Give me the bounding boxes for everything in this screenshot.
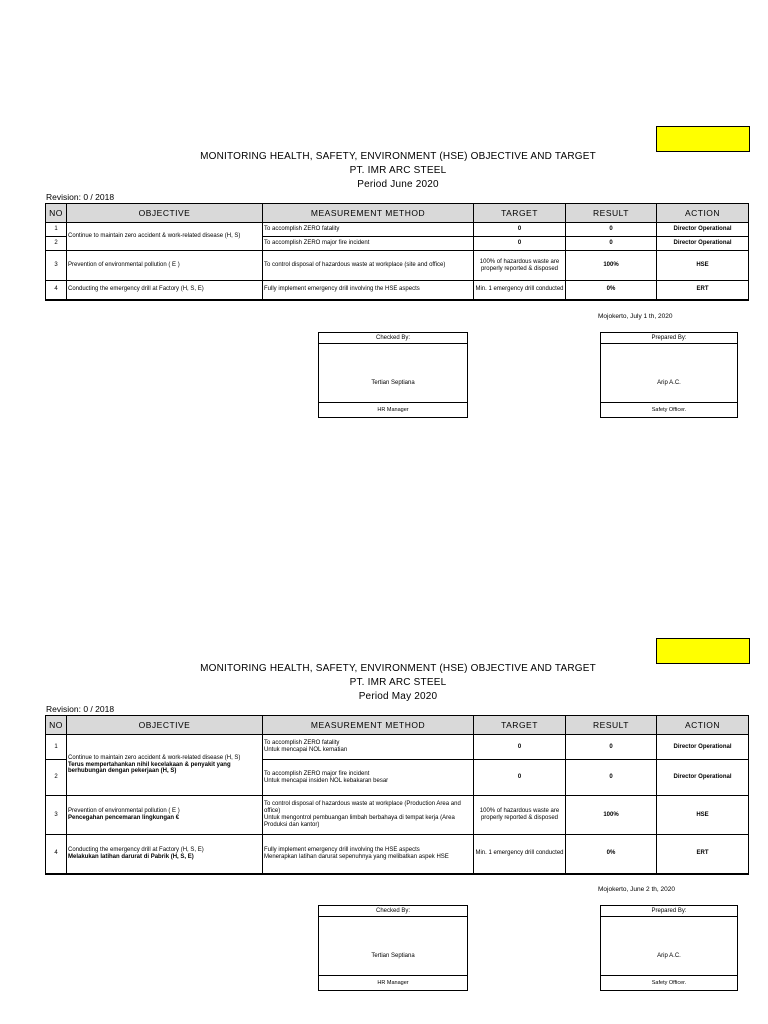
measurement-en: Fully implement emergency drill involving the HSE aspects [264, 846, 420, 853]
row-objective [67, 835, 263, 874]
row-measurement [263, 796, 474, 835]
signing-date: Mojokerto, June 2 th, 2020 [598, 886, 675, 893]
row-target: 0 [474, 735, 566, 760]
row-measurement [263, 735, 474, 760]
header-result: RESULT [566, 204, 657, 223]
report-title: MONITORING HEALTH, SAFETY, ENVIRONMENT (HSE) OBJECTIVE AND TARGET [200, 663, 596, 674]
preparer-role: Safety Officer. [601, 402, 737, 417]
row-action: HSE [657, 251, 749, 281]
objective-id: Pencegahan pencemaran lingkungan € [68, 815, 180, 821]
objective-en: Conducting the emergency drill at Factory (H, S, E) [68, 846, 204, 853]
header-target: TARGET [474, 204, 566, 223]
row-objective [67, 735, 263, 796]
row-measurement: Fully implement emergency drill involving the HSE aspects [263, 281, 474, 300]
header-target: TARGET [474, 716, 566, 735]
row-result: 0 [566, 760, 657, 796]
table-row [46, 281, 749, 300]
row-action: ERT [657, 281, 749, 300]
table-row [46, 835, 749, 874]
row-objective: Conducting the emergency drill at Factory (H, S, E) [67, 281, 263, 300]
checked-by-label: Checked By: [319, 333, 467, 344]
hse-table [45, 203, 749, 301]
table-header-row [46, 204, 749, 223]
objective-id: Melakukan latihan darurat di Pabrik (H, S, E) [68, 853, 194, 860]
row-result: 100% [566, 796, 657, 835]
report-title: MONITORING HEALTH, SAFETY, ENVIRONMENT (HSE) OBJECTIVE AND TARGET [200, 151, 596, 162]
row-result: 0 [566, 223, 657, 237]
measurement-en: To accomplish ZERO fatality [264, 740, 340, 747]
row-no: 2 [46, 237, 67, 251]
header-measurement: MEASUREMENT METHOD [263, 204, 474, 223]
highlight-box [656, 638, 750, 664]
signing-date: Mojokerto, July 1 th, 2020 [598, 313, 673, 320]
row-action: Director Operational [657, 223, 749, 237]
row-result: 0 [566, 237, 657, 251]
header-no: NO [46, 716, 67, 735]
row-action: Director Operational [657, 760, 749, 796]
checked-by-box [318, 332, 468, 418]
row-action: Director Operational [657, 237, 749, 251]
table-row [46, 223, 749, 237]
row-target: 100% of hazardous waste are properly reported & disposed [474, 796, 566, 835]
prepared-by-box [600, 905, 738, 991]
row-target: 100% of hazardous waste are properly reported & disposed [474, 251, 566, 281]
row-objective [67, 796, 263, 835]
row-measurement: To control disposal of hazardous waste at workplace (site and office) [263, 251, 474, 281]
row-target: 0 [474, 237, 566, 251]
prepared-by-label: Prepared By: [601, 906, 737, 917]
row-target: 0 [474, 760, 566, 796]
header-no: NO [46, 204, 67, 223]
row-measurement: To accomplish ZERO fatality [263, 223, 474, 237]
checked-by-box [318, 905, 468, 991]
row-target: Min. 1 emergency drill conducted [474, 281, 566, 300]
objective-id: Terus mempertahankan nihil kecelakaan & penyakit yang berhubungan dengan pekerjaan (H, S) [68, 761, 231, 775]
row-target: 0 [474, 223, 566, 237]
measurement-id: Untuk mengontrol pembuangan limbah berbahaya di tempat kerja (Area Produksi dan kantor) [264, 815, 455, 828]
row-no: 1 [46, 735, 67, 760]
preparer-name: Arip A.C. [657, 953, 681, 959]
table-row [46, 251, 749, 281]
company-name: PT. IMR ARC STEEL [349, 165, 447, 176]
row-no: 3 [46, 796, 67, 835]
company-name: PT. IMR ARC STEEL [349, 677, 447, 688]
row-measurement: To accomplish ZERO major fire incident [263, 237, 474, 251]
header-action: ACTION [657, 204, 749, 223]
hse-table [45, 715, 749, 875]
checker-role: HR Manager [319, 975, 467, 990]
measurement-en: To control disposal of hazardous waste at workplace (Production Area and office) [264, 801, 461, 815]
revision-label: Revision: 0 / 2018 [46, 192, 115, 202]
table-row [46, 796, 749, 835]
row-no: 1 [46, 223, 67, 237]
row-result: 100% [566, 251, 657, 281]
row-result: 0 [566, 735, 657, 760]
measurement-id: Untuk mencapai NOL kematian [264, 747, 348, 753]
row-result: 0% [566, 281, 657, 300]
row-no: 4 [46, 281, 67, 300]
measurement-id: Menerapkan latihan darurat sepenuhnya yang melibatkan aspek HSE [264, 853, 449, 860]
prepared-by-label: Prepared By: [601, 333, 737, 344]
header-measurement: MEASUREMENT METHOD [263, 716, 474, 735]
row-action: HSE [657, 796, 749, 835]
row-no: 4 [46, 835, 67, 874]
row-no: 3 [46, 251, 67, 281]
checker-role: HR Manager [319, 402, 467, 417]
measurement-id: Untuk mencapai insiden NOL kebakaran besar [264, 777, 389, 784]
table-header-row [46, 716, 749, 735]
header-objective: OBJECTIVE [67, 204, 263, 223]
row-no: 2 [46, 760, 67, 796]
header-result: RESULT [566, 716, 657, 735]
row-measurement [263, 835, 474, 874]
preparer-name: Arip A.C. [657, 380, 681, 386]
report-period: Period May 2020 [358, 691, 438, 702]
revision-label: Revision: 0 / 2018 [46, 704, 115, 714]
report-period: Period June 2020 [357, 179, 439, 190]
checked-by-label: Checked By: [319, 906, 467, 917]
preparer-role: Safety Officer. [601, 975, 737, 990]
row-action: Director Operational [657, 735, 749, 760]
row-measurement [263, 760, 474, 796]
row-target: Min. 1 emergency drill conducted [474, 835, 566, 874]
prepared-by-box [600, 332, 738, 418]
table-row [46, 735, 749, 760]
row-objective: Prevention of environmental pollution ( E ) [67, 251, 263, 281]
header-objective: OBJECTIVE [67, 716, 263, 735]
objective-en: Continue to maintain zero accident & work-related disease (H, S) [68, 754, 241, 761]
row-action: ERT [657, 835, 749, 874]
row-result: 0% [566, 835, 657, 874]
row-objective: Continue to maintain zero accident & work-related disease (H, S) [67, 223, 263, 251]
objective-en: Prevention of environmental pollution ( E ) [68, 808, 180, 815]
checker-name: Tertian Septiana [371, 953, 415, 959]
highlight-box [656, 126, 750, 152]
header-action: ACTION [657, 716, 749, 735]
measurement-en: To accomplish ZERO major fire incident [264, 770, 370, 777]
checker-name: Tertian Septiana [371, 380, 415, 386]
